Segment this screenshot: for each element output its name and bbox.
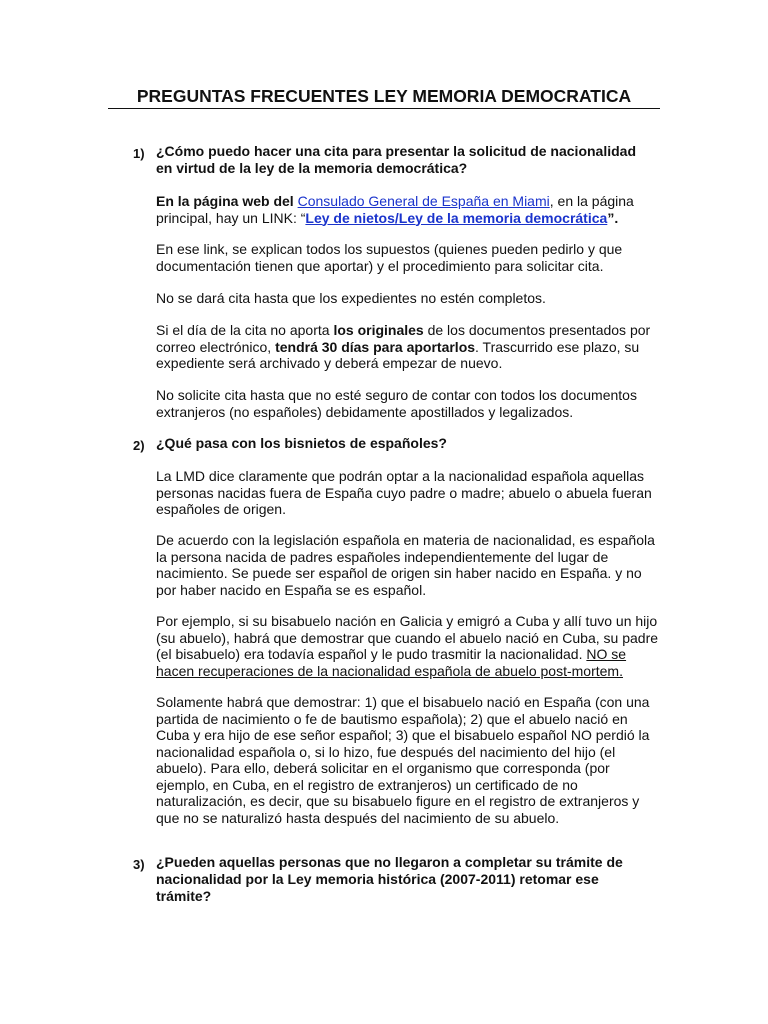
answer-paragraph: Solamente habrá que demostrar: 1) que el bisabuelo nació en España (con una partida de nacimiento o fe de bautismo española); 2) que el abuelo nació en Cuba y era hijo de ese señor español; 3) que el bisabuelo español NO perdió la nacionalidad española o, si lo hizo, fue después del nacimiento del hijo (el abuelo). Para ello, deberá solicitar en el organismo que corresponda (por ejemplo, en Cuba, en el registro de extranjeros) un certificado de no naturalización, es decir, que su bisabuelo figure en el registro de extranjeros y que no se naturalizó hasta después del nacimiento de su abuelo.: [156, 694, 650, 826]
ley-nietos-link[interactable]: Ley de nietos/Ley de la memoria democrática: [305, 209, 608, 226]
answer-paragraph: [156, 613, 664, 679]
question-title: ¿Cómo puedo hacer una cita para presentar la solicitud de nacionalidad en virtud de la ley de la memoria democrática?: [156, 143, 636, 176]
paragraph-text: En la página web del: [156, 193, 298, 209]
question-number: 1): [133, 146, 145, 161]
answer-paragraph: De acuerdo con la legislación española en materia de nacionalidad, es española la persona nacida de padres españoles independientemente del lugar de nacimiento. Se puede ser español de origen sin haber nacido en España. y no por haber nacido en España se es español.: [156, 532, 655, 598]
title-underline: [108, 108, 660, 109]
paragraph-text: de los documentos presentados por correo electrónico,: [156, 322, 651, 355]
bold-text: tendrá 30 días para aportarlos: [275, 338, 476, 355]
paragraph-text: , en la página principal, hay un LINK: “: [156, 193, 634, 226]
paragraph-text: ”.: [607, 209, 619, 226]
paragraph-text: Por ejemplo, si su bisabuelo nación en Galicia y emigró a Cuba y allí tuvo un hijo (su abuelo), habrá que demostrar que cuando el abuelo nació en Cuba, su padre (el bisabuelo) era todavía español y le pudo trasmitir la nacionalidad.: [156, 613, 659, 662]
question-title: ¿Pueden aquellas personas que no llegaron a completar su trámite de nacionalidad por la Ley memoria histórica (2007-2011) retomar ese trámite?: [156, 854, 623, 904]
bold-text: los originales: [333, 322, 424, 338]
answer-paragraph: En ese link, se explican todos los supuestos (quienes pueden pedirlo y que documentación tienen que aportar) y el procedimiento para solicitar cita.: [156, 241, 623, 274]
consulado-miami-link[interactable]: Consulado General de España en Miami: [297, 193, 550, 209]
page-title: PREGUNTAS FRECUENTES LEY MEMORIA DEMOCRATICA: [136, 86, 632, 106]
answer-paragraph: La LMD dice claramente que podrán optar a la nacionalidad española aquellas personas nacidas fuera de España cuyo padre o madre; abuelo o abuela fueran españoles de origen.: [156, 468, 652, 517]
answer-paragraph: No solicite cita hasta que no esté seguro de contar con todos los documentos extranjeros (no españoles) debidamente apostillados y legalizados.: [156, 387, 637, 420]
answer-paragraph: [156, 193, 664, 226]
underlined-text: NO se hacen recuperaciones de la nacionalidad española de abuelo post-mortem.: [156, 646, 627, 679]
answer-paragraph: No se dará cita hasta que los expedientes no estén completos.: [156, 290, 546, 306]
paragraph-text: . Trascurrido ese plazo, su expediente será archivado y deberá empezar de nuevo.: [156, 338, 640, 371]
answer-paragraph: [156, 322, 664, 372]
question-number: 2): [133, 438, 145, 453]
paragraph-text: Si el día de la cita no aporta: [156, 322, 334, 338]
question-title: ¿Qué pasa con los bisnietos de españoles?: [156, 435, 447, 451]
question-number: 3): [133, 857, 145, 872]
